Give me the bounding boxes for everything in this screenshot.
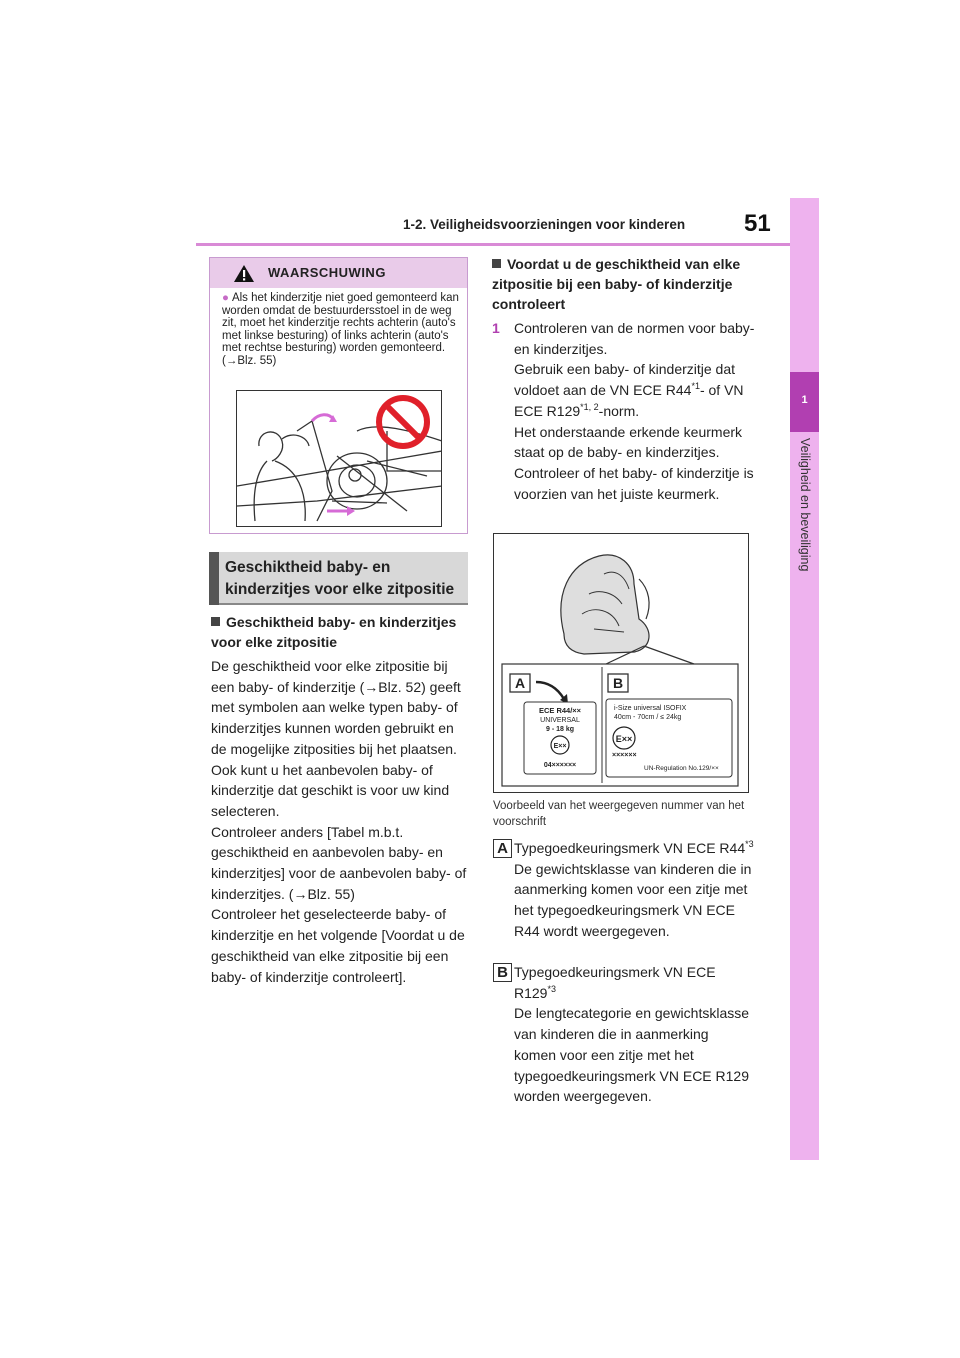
figure-caption: Voorbeeld van het weergegeven nummer van het voorschrift: [493, 800, 745, 828]
illustration-drawing: [237, 391, 442, 527]
mark-a-line3: 9 - 18 kg: [545, 726, 575, 733]
mark-a-number: 04××××××: [543, 762, 577, 769]
running-header: 1-2. Veiligheidsvoorzieningen voor kinderen: [403, 217, 686, 232]
section-heading: [209, 552, 468, 605]
warning-bullet: [222, 292, 462, 368]
paragraph: Controleer het geselecteerde baby- of kinderzitje en het volgende [Voordat u de geschiktheid van elke zitpositie bij een baby- of kinderzitje controleert].: [211, 906, 465, 985]
warning-bullet-text: Als het kinderzitje niet goed gemonteerd kan worden omdat de bestuurdersstoel in de weg zit, moet het kinderzitje rechts achterin (auto's met linkse besturing) of links achterin (auto's met rechtse besturing) worden gemonteerd. (→Blz. 55): [222, 292, 459, 367]
figure-label-a: A: [514, 675, 526, 691]
approval-mark-figure: [493, 533, 749, 793]
chapter-number: 1: [801, 394, 808, 406]
paragraph: Ook kunt u het aanbevolen baby- of kinderzitje dat geschikt is voor uw kind selecteren.: [211, 761, 450, 819]
chapter-title: Veiligheid en beveiliging: [798, 438, 812, 572]
item-a-text: De gewichtsklasse van kinderen die in aanmerking komen voor een zitje met het typegoedkeuringsmerk VN ECE R44 wordt weergegeven.: [514, 860, 752, 939]
mark-a-circle: E××: [553, 743, 567, 750]
chapter-side-tab: [790, 198, 819, 1160]
warning-header: [210, 258, 467, 288]
footnote-ref: *3: [547, 983, 556, 994]
step-text-part: - of VN ECE R129: [514, 382, 744, 419]
mark-b-line2: 40cm - 70cm / ≤ 24kg: [614, 714, 682, 721]
label-b-box: B: [493, 963, 512, 982]
child-seat-label-drawing: [494, 534, 749, 793]
footnote-ref: *1, 2: [580, 401, 599, 412]
prohibited-child-seat-illustration: [236, 390, 442, 527]
item-a-title: [514, 838, 754, 859]
step-text-part: Gebruik een baby- of kinderzitje dat voldoet aan de VN ECE R44: [514, 361, 736, 399]
mark-a-line1: ECE R44/××: [538, 706, 582, 715]
page-number: 51: [744, 210, 771, 237]
mark-b-line1: i-Size universal ISOFIX: [614, 705, 687, 712]
step-text-part: -norm.: [598, 402, 640, 419]
right-subheading-text: Voordat u de geschiktheid van elke zitpositie bij een baby- of kinderzitje controleert: [492, 256, 741, 312]
chapter-title-vertical: [790, 438, 819, 598]
footnote-ref: *3: [745, 839, 754, 849]
left-body-text: [211, 656, 471, 987]
item-b-text: De lengtecategorie en gewichtsklasse van kinderen die in aanmerking komen voor een zitje met het typegoedkeuringsmerk VN ECE R129 worden weergegeven.: [514, 1005, 750, 1105]
label-a-box: A: [493, 839, 512, 858]
header-rule: [196, 243, 790, 246]
left-subheading: [211, 612, 471, 652]
right-subheading: [492, 254, 762, 314]
prohibited-icon: [379, 398, 427, 446]
item-b-title: [514, 962, 754, 1003]
section-title: Geschiktheid baby- en kinderzitjes voor elke zitpositie: [225, 559, 455, 598]
footnote-ref: *1: [691, 381, 700, 392]
step-text: [514, 318, 764, 504]
warning-triangle-icon: [233, 264, 255, 283]
paragraph: De geschiktheid voor elke zitpositie bij een baby- of kinderzitje (→Blz. 52) geeft met symbolen aan welke typen baby- of kinderzitjes kunnen worden gebruikt en de mogelijke zitposities bij het plaatsen.: [211, 658, 461, 757]
item-b-title-text: Typegoedkeuringsmerk VN ECE R129: [514, 964, 716, 1001]
step-line: Het onderstaande erkende keurmerk staat op de baby- en kinderzitjes. Controleer of het baby- of kinderzitje is voorzien van het juiste keurmerk.: [514, 423, 754, 502]
square-bullet-icon: [211, 617, 220, 626]
item-a-title-text: Typegoedkeuringsmerk VN ECE R44: [514, 840, 746, 856]
step-number: 1: [492, 320, 500, 336]
warning-title: WAARSCHUWING: [268, 265, 386, 280]
mark-b-circle: E××: [615, 734, 633, 744]
mark-b-regulation: UN-Regulation No.129/××: [644, 765, 719, 772]
section-heading-bar: [209, 552, 219, 605]
step-line: Controleren van de normen voor baby- en kinderzitjes.: [514, 320, 755, 357]
figure-label-b: B: [612, 675, 624, 691]
square-bullet-icon: [492, 259, 501, 268]
mark-b-number: ××××××: [612, 752, 637, 759]
left-subheading-text: Geschiktheid baby- en kinderzitjes voor elke zitpositie: [211, 614, 457, 650]
paragraph: Controleer anders [Tabel m.b.t. geschiktheid en aanbevolen baby- en kinderzitjes] voor de aanbevolen baby- of kinderzitjes. (→Blz. 55): [211, 823, 467, 902]
step-line-norms: [514, 359, 764, 421]
item-a: [514, 838, 754, 942]
bullet-dot-icon: ●: [222, 292, 229, 304]
item-b: [514, 962, 754, 1107]
mark-a-line2: UNIVERSAL: [540, 717, 580, 724]
